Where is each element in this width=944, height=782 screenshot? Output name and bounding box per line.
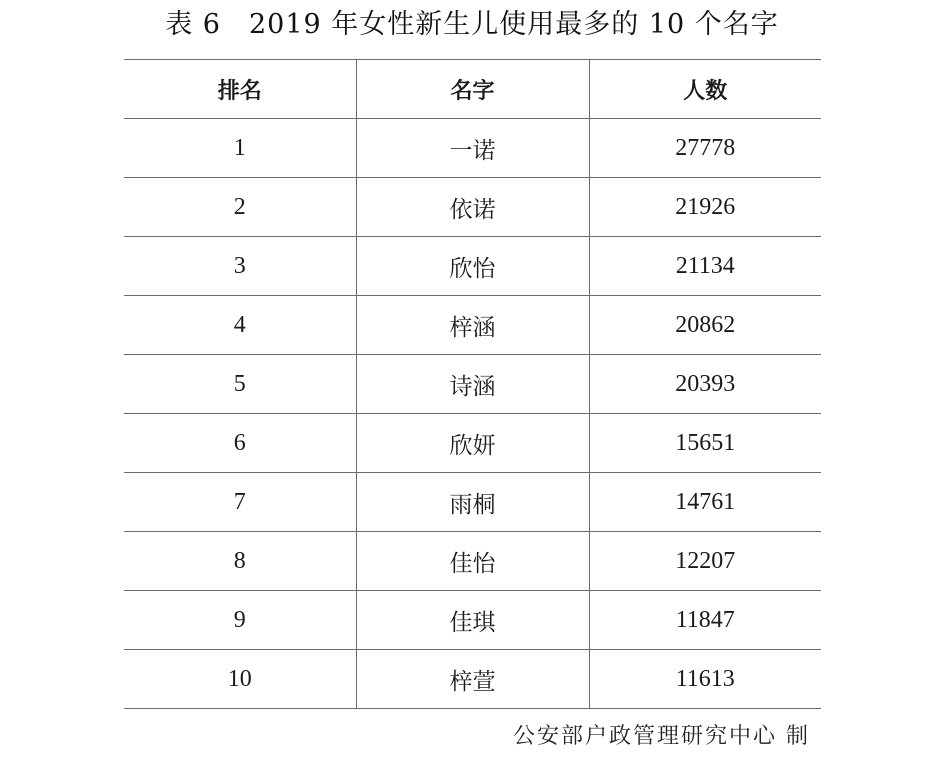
name-cell: 欣妍 [356,414,589,473]
table-row [124,355,821,414]
count-cell: 15651 [589,414,821,473]
name-cell: 佳琪 [356,591,589,650]
count-cell: 21926 [589,178,821,237]
rank-cell: 6 [124,414,356,473]
rank-cell: 4 [124,296,356,355]
count-cell: 11847 [589,591,821,650]
table-row [124,178,821,237]
count-cell: 27778 [589,119,821,178]
table-row [124,591,821,650]
table-row [124,296,821,355]
count-cell: 14761 [589,473,821,532]
rank-cell: 8 [124,532,356,591]
header-rank: 排名 [124,60,356,119]
count-cell: 21134 [589,237,821,296]
table-row [124,650,821,709]
name-cell: 欣怡 [356,237,589,296]
rank-cell: 3 [124,237,356,296]
rank-cell: 10 [124,650,356,709]
name-cell: 依诺 [356,178,589,237]
rank-cell: 5 [124,355,356,414]
name-cell: 诗涵 [356,355,589,414]
count-cell: 20393 [589,355,821,414]
name-cell: 一诺 [356,119,589,178]
count-cell: 20862 [589,296,821,355]
name-cell: 梓涵 [356,296,589,355]
table-row [124,473,821,532]
header-name: 名字 [356,60,589,119]
rank-cell: 2 [124,178,356,237]
rank-cell: 9 [124,591,356,650]
name-cell: 雨桐 [356,473,589,532]
table-title: 表 6 2019 年女性新生儿使用最多的 10 个名字 [165,9,779,40]
source-credit: 公安部户政管理研究中心 制 [513,724,810,749]
header-row [124,60,821,119]
table-row [124,119,821,178]
header-count: 人数 [589,60,821,119]
table-row [124,237,821,296]
names-table-container [124,59,821,709]
table-row [124,532,821,591]
names-table [124,59,821,709]
count-cell: 11613 [589,650,821,709]
count-cell: 12207 [589,532,821,591]
rank-cell: 1 [124,119,356,178]
name-cell: 梓萱 [356,650,589,709]
name-cell: 佳怡 [356,532,589,591]
rank-cell: 7 [124,473,356,532]
table-row [124,414,821,473]
